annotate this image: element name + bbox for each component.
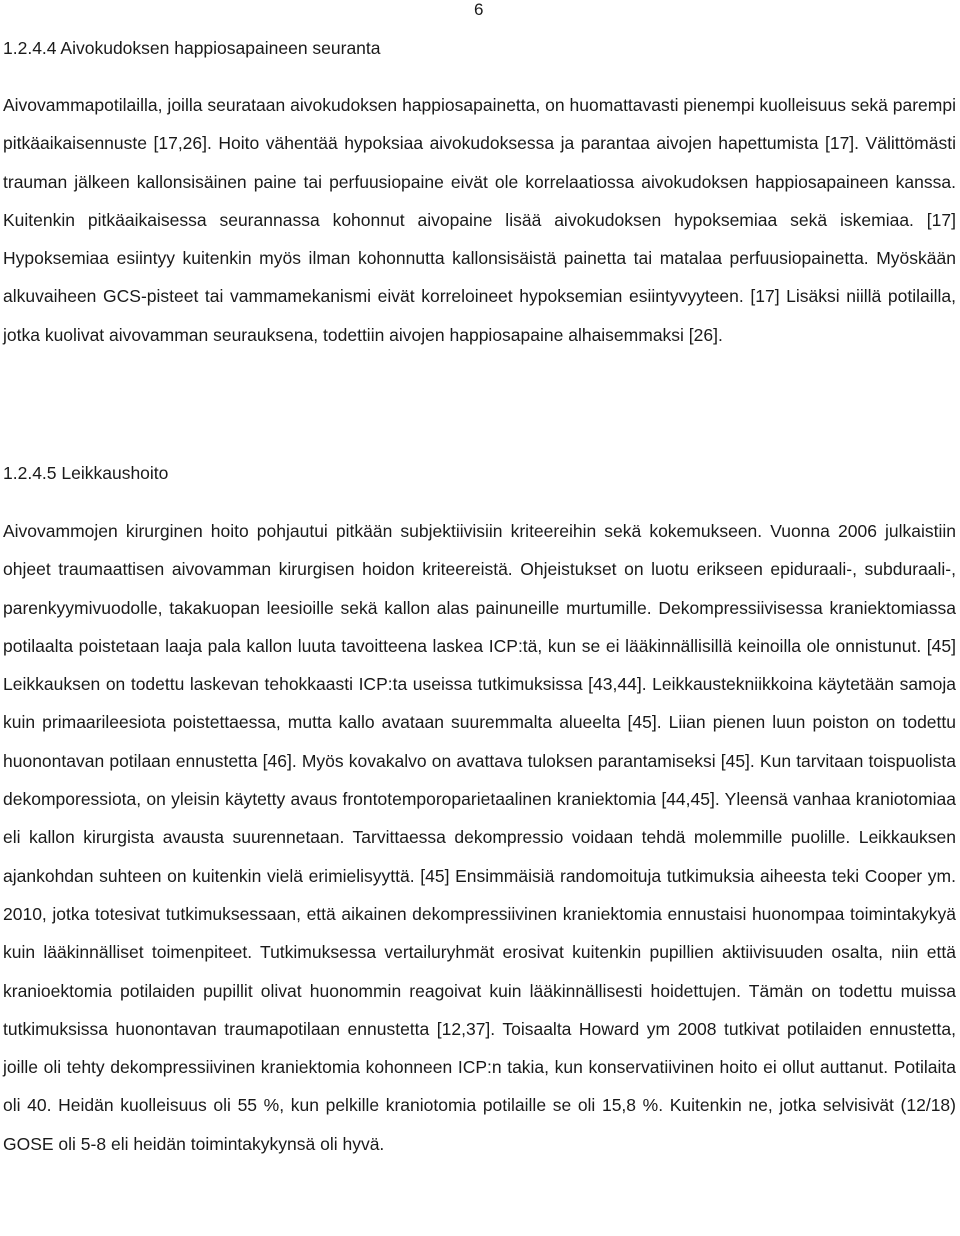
section-heading-tissue-oxygen-monitoring: 1.2.4.4 Aivokudoksen happiosapaineen seuranta [3, 38, 381, 58]
section-heading-surgical-treatment: 1.2.4.5 Leikkaushoito [3, 463, 169, 483]
page-number: 6 [474, 0, 484, 19]
paragraph-tissue-oxygen-monitoring: Aivovammapotilailla, joilla seurataan aivokudoksen happiosapainetta, on huomattavasti pienempi kuolleisuus sekä parempi pitkäaikaisennuste [17,26]. Hoito vähentää hypoksiaa aivokudoksessa ja parantaa aivojen hapettumista [17]. Välittömästi trauman jälkeen kallonsisäinen paine tai perfuusiopaine eivät ole korrelaatiossa aivokudoksen happiosapaineen kanssa. Kuitenkin pitkäaikaisessa seurannassa kohonnut aivopaine lisää aivokudoksen hypoksemiaa sekä iskemiaa. [17] Hypoksemiaa esiintyy kuitenkin myös ilman kohonnutta kallonsisäistä painetta tai matalaa perfuusiopainetta. Myöskään alkuvaiheen GCS-pisteet tai vammamekanismi eivät korreloineet hypoksemian esiintyvyyteen. [17] Lisäksi niillä potilailla, jotka kuolivat aivovamman seurauksena, todettiin aivojen happiosapaine alhaisemmaksi [26]. [3, 95, 956, 345]
paragraph-surgical-treatment: Aivovammojen kirurginen hoito pohjautui pitkään subjektiivisiin kriteereihin sekä kokemukseen. Vuonna 2006 julkaistiin ohjeet traumaattisen aivovamman kirurgisen hoidon kriteereistä. Ohjeistukset on luotu erikseen epiduraali-, subduraali-, parenkyymivuodolle, takakuopan leesioille sekä kallon alas painuneille murtumille. Dekompressiivisessa kraniektomiassa potilaalta poistetaan laaja pala kallon luuta tavoitteena laskea ICP:tä, kun se ei lääkinnällisillä keinoilla ole onnistunut. [45] Leikkauksen on todettu laskevan tehokkaasti ICP:ta useissa tutkimuksissa [43,44]. Leikkaustekniikkoina käytetään samoja kuin primaarileesiota poistettaessa, mutta kallo avataan suuremmalta alueelta [45]. Liian pienen luun poiston on todettu huonontavan potilaan ennustetta [46]. Myös kovakalvo on avattava tuloksen parantamiseksi [45]. Kun tarvitaan toispuolista dekomporessiota, on yleisin käytetty avaus frontotemporoparietaalinen kraniektomia [44,45]. Yleensä vanhaa kraniotomiaa eli kallon kirurgista avausta suurennetaan. Tarvittaessa dekompressio voidaan tehdä molemmille puolille. Leikkauksen ajankohdan suhteen on kuitenkin vielä erimielisyyttä. [45] Ensimmäisiä randomoituja tutkimuksia aiheesta teki Cooper ym. 2010, jotka totesivat tutkimuksessaan, että aikainen dekompressiivinen kraniektomia ennustaisi huonompaa toimintakykyä kuin lääkinnälliset toimenpiteet. Tutkimuksessa vertailuryhmät erosivat kuitenkin pupillien aktiivisuuden osalta, niin että kranioektomia potilaiden pupillit olivat huonommin reagoivat kuin lääkinnällisesti hoidettujen. Tämän on todettu muissa tutkimuksissa huonontavan traumapotilaan ennustetta [12,37]. Toisaalta Howard ym 2008 tutkivat potilaiden ennustetta, joille oli tehty dekompressiivinen kraniektomia kohonneen ICP:n takia, kun konservatiivinen hoito ei ollut auttanut. Potilaita oli 40. Heidän kuolleisuus oli 55 %, kun pelkille kraniotomia potilaille se oli 15,8 %. Kuitenkin ne, jotka selvisivät (12/18) GOSE oli 5-8 eli heidän toimintakykynsä oli hyvä. [3, 521, 956, 1154]
